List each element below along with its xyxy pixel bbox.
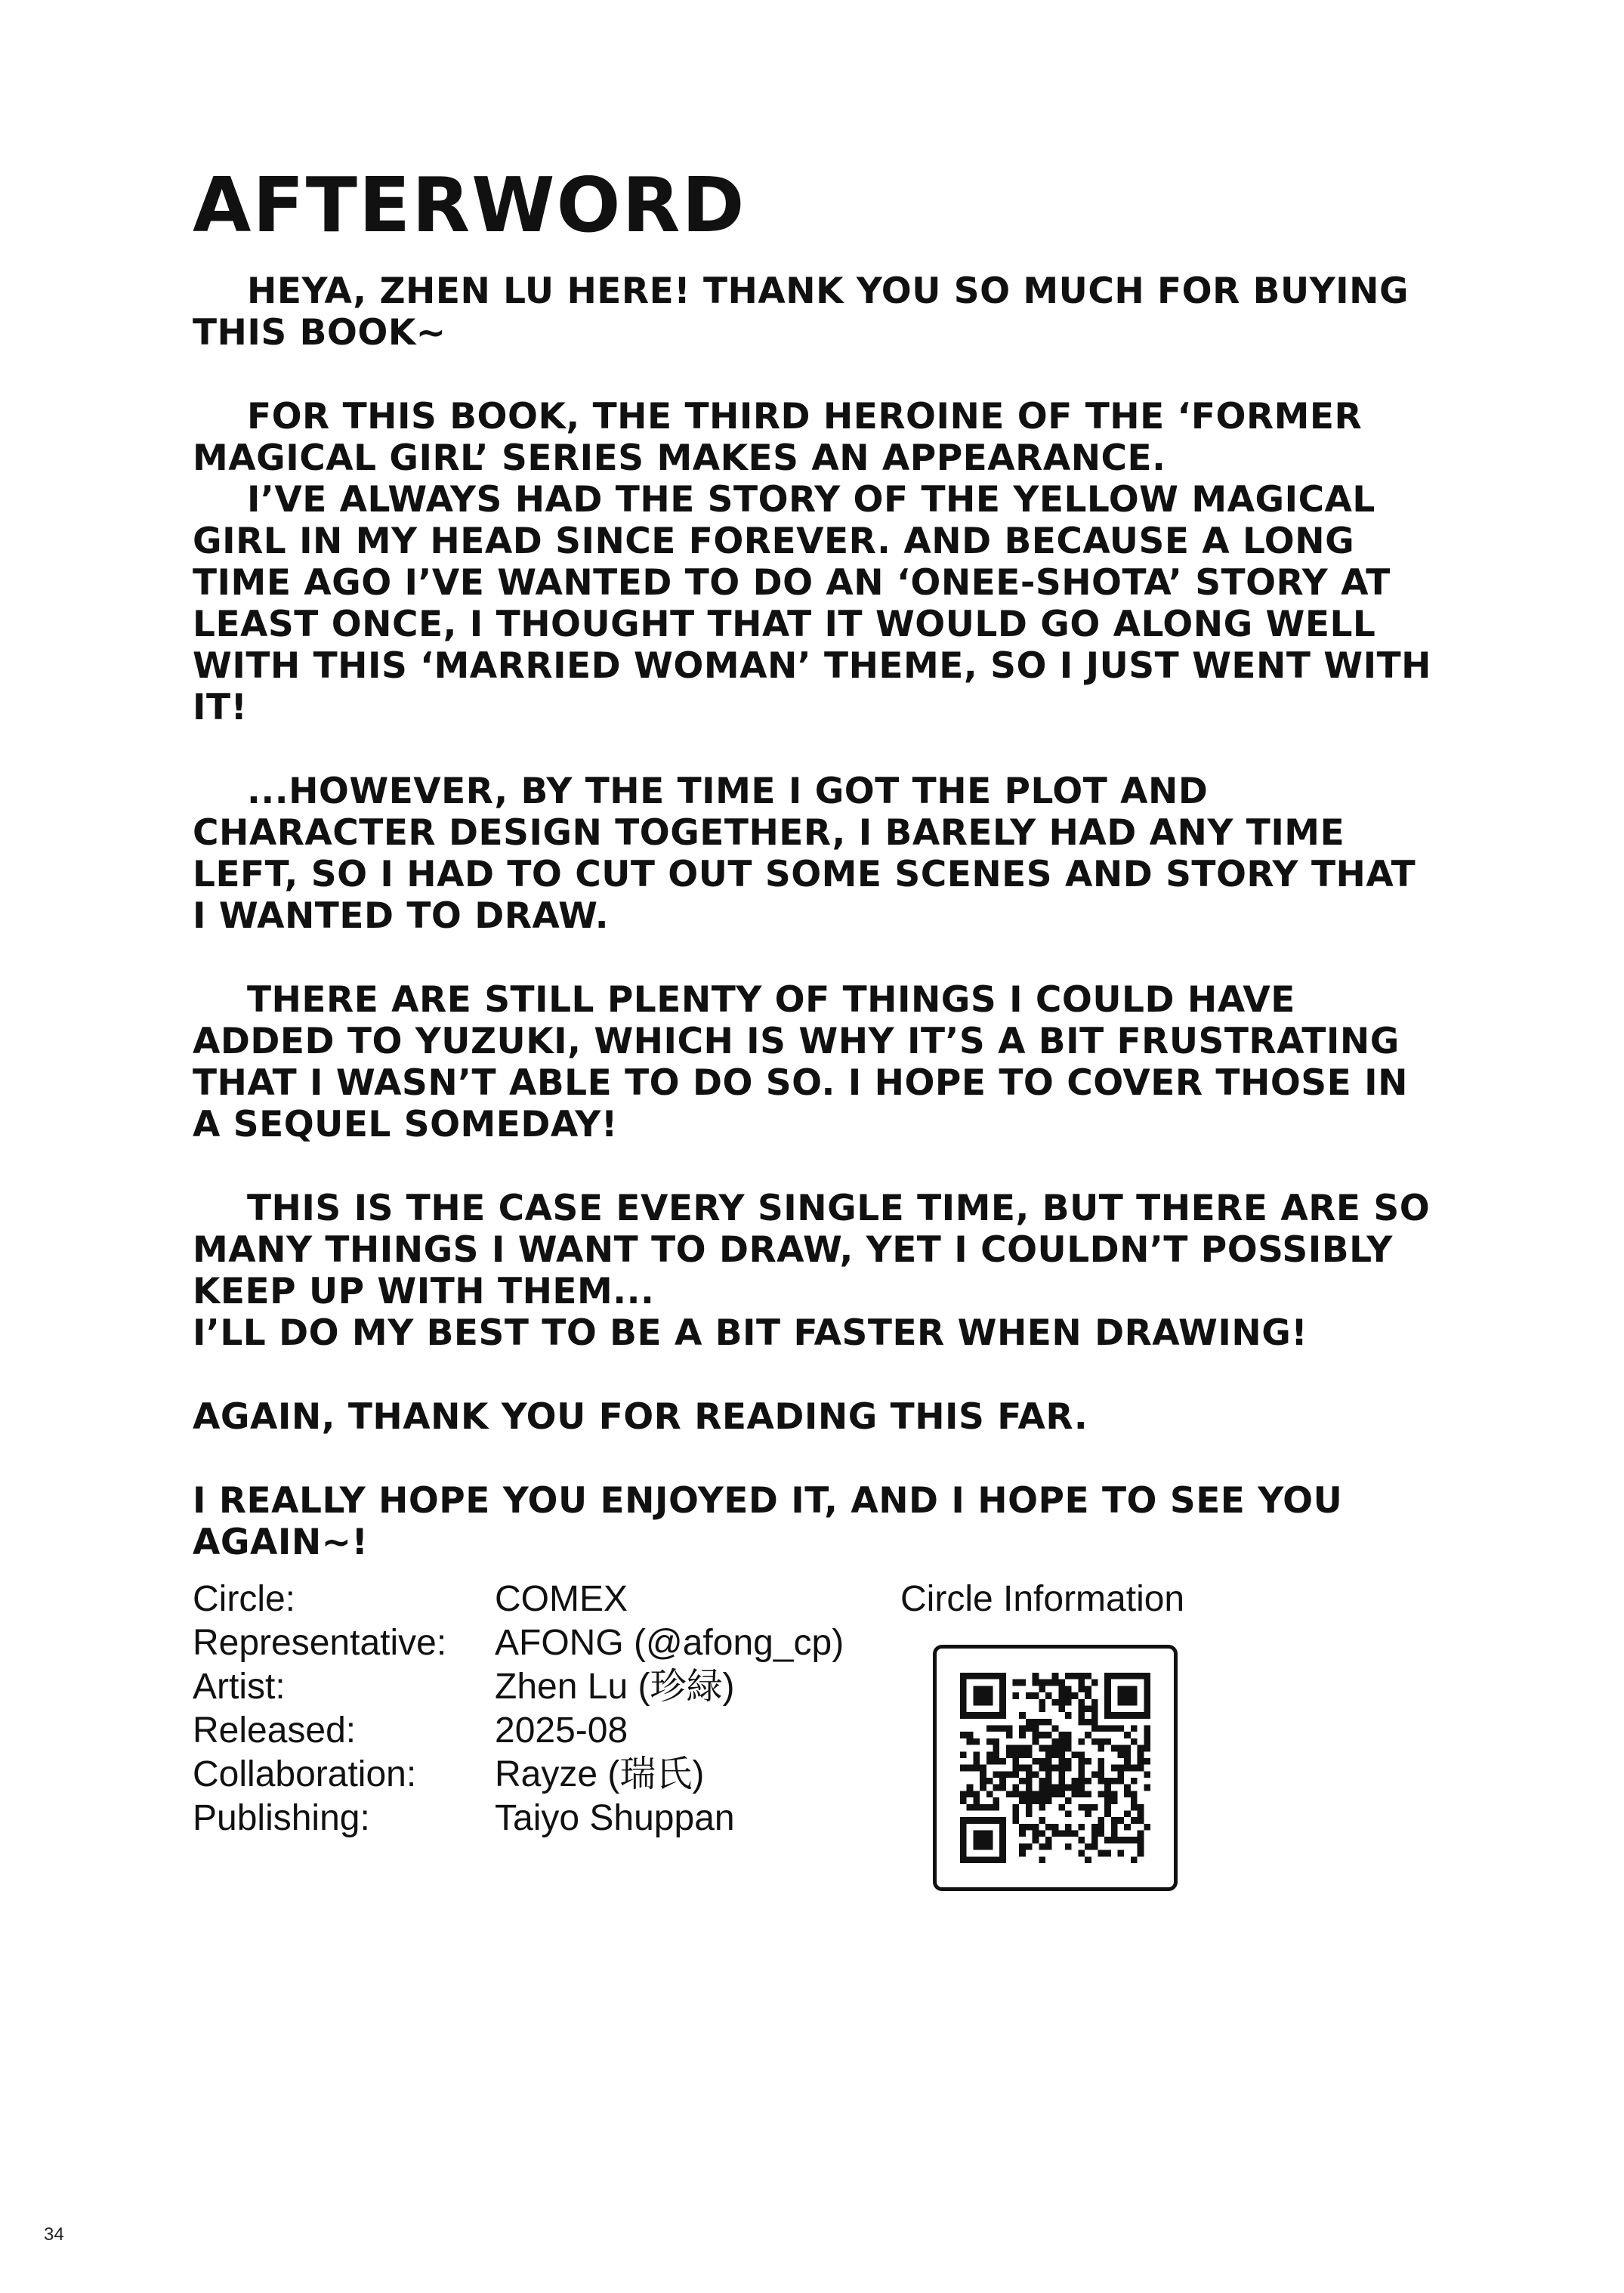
credit-label: Circle:: [193, 1579, 296, 1619]
paragraph-thanks: AGAIN, THANK YOU FOR READING THIS FAR.: [193, 1396, 1088, 1438]
credit-value: Zhen Lu (珍緑): [495, 1667, 735, 1707]
circle-info-heading: Circle Information: [900, 1579, 1185, 1619]
credit-label: Artist:: [193, 1667, 286, 1707]
paragraph-story-idea: I’VE ALWAYS HAD THE STORY OF THE YELLOW MAGICAL GIRL IN MY HEAD SINCE FOREVER. AND BECAUSE A LONG TIME AGO I’VE WANTED TO DO AN ‘ONEE-SHOTA’ STORY AT LEAST ONCE, I THOUGHT THAT IT WOULD GO ALONG WELL WITH THIS ‘MARRIED WOMAN’ THEME, SO I JUST WENT WITH IT!: [193, 479, 1431, 728]
paragraph-heroine: FOR THIS BOOK, THE THIRD HEROINE OF THE ‘FORMER MAGICAL GIRL’ SERIES MAKES AN APPEARANCE.: [193, 396, 1363, 479]
credit-row-publishing: [193, 1797, 844, 1840]
paragraph-things-to-draw: THIS IS THE CASE EVERY SINGLE TIME, BUT THERE ARE SO MANY THINGS I WANT TO DRAW, YET I COULDN’T POSSIBLY KEEP UP WITH THEM...: [193, 1188, 1431, 1312]
credits-table: [193, 1578, 844, 1840]
qr-code-frame: [933, 1645, 1178, 1891]
credit-value: COMEX: [495, 1579, 628, 1619]
credit-label: Collaboration:: [193, 1754, 417, 1794]
qr-code-icon: [960, 1673, 1150, 1863]
paragraph-farewell: I REALLY HOPE YOU ENJOYED IT, AND I HOPE TO SEE YOU AGAIN~!: [193, 1480, 1343, 1563]
credit-row-released: [193, 1709, 844, 1753]
paragraph-draw-faster: I’LL DO MY BEST TO BE A BIT FASTER WHEN DRAWING!: [193, 1312, 1308, 1354]
credit-value: Taiyo Shuppan: [495, 1798, 735, 1838]
paragraph-sequel-hope: THERE ARE STILL PLENTY OF THINGS I COULD HAVE ADDED TO YUZUKI, WHICH IS WHY IT’S A BIT FRUSTRATING THAT I WASN’T ABLE TO DO SO. I HOPE TO COVER THOSE IN A SEQUEL SOMEDAY!: [193, 979, 1408, 1145]
page-title: AFTERWORD: [193, 161, 746, 249]
credit-label: Released:: [193, 1710, 357, 1751]
credit-value: Rayze (瑞氏): [495, 1754, 705, 1794]
credit-label: Publishing:: [193, 1798, 370, 1838]
credit-value: 2025-08: [495, 1710, 628, 1751]
afterword-body: [193, 270, 1431, 1605]
page-number: 34: [44, 2224, 64, 2245]
credit-label: Representative:: [193, 1623, 447, 1663]
credit-value: AFONG (@afong_cp): [495, 1623, 844, 1663]
credit-row-collaboration: [193, 1753, 844, 1797]
credit-row-circle: [193, 1578, 844, 1621]
credit-row-representative: [193, 1621, 844, 1665]
paragraph-greeting: HEYA, ZHEN LU HERE! THANK YOU SO MUCH FOR BUYING THIS BOOK~: [193, 270, 1409, 354]
credit-row-artist: [193, 1665, 844, 1709]
paragraph-time-constraints: ...HOWEVER, BY THE TIME I GOT THE PLOT AND CHARACTER DESIGN TOGETHER, I BARELY HAD ANY TIME LEFT, SO I HAD TO CUT OUT SOME SCENES AND STORY THAT I WANTED TO DRAW.: [193, 771, 1416, 937]
